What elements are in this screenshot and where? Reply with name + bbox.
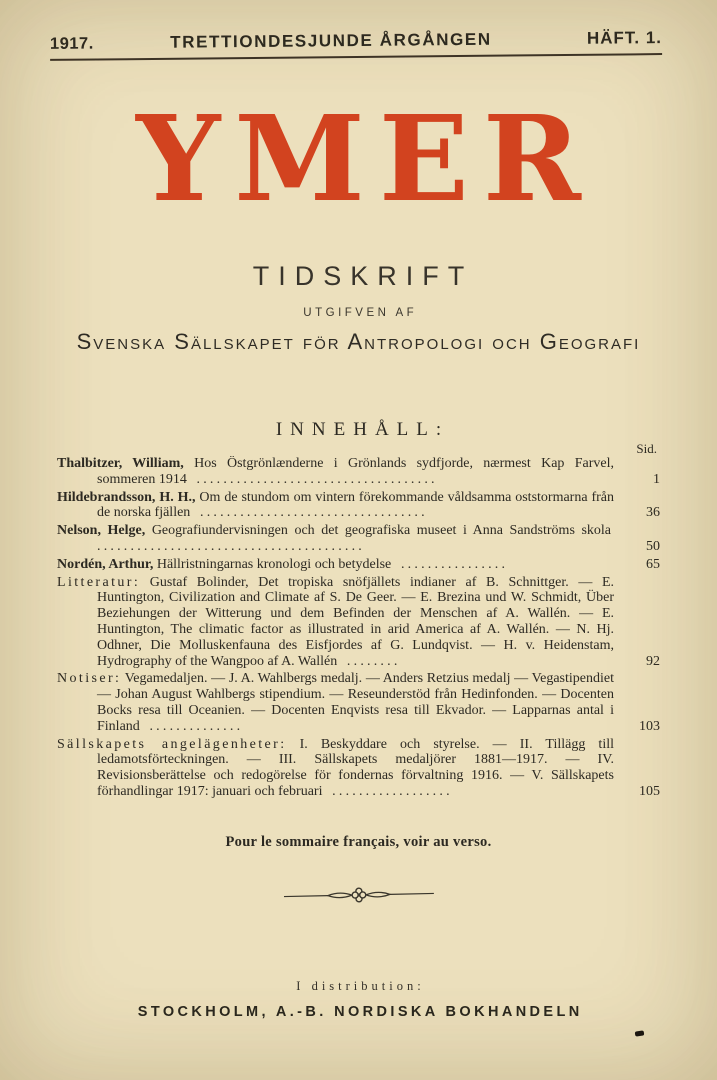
- leader-dots: ........................................: [97, 538, 365, 554]
- toc-entry-text: Hos Östgrönlænderne i Grönlands sydfjorde, nærmest Kap Farvel, sommeren 1914: [97, 456, 614, 487]
- leader-dots: ..................................: [193, 505, 428, 521]
- toc-entry-label: Litteratur:: [57, 574, 141, 590]
- toc-entry-label: Nelson, Helge,: [57, 523, 146, 539]
- leader-dots: ........: [340, 653, 401, 669]
- toc-page-number: 105: [634, 784, 660, 800]
- toc-entry: [57, 575, 660, 670]
- toc-page-number: 50: [641, 539, 660, 555]
- toc-entry-text: Gustaf Bolinder, Det tropiska snöfjällets indianer af B. Schnittger. — E. Huntington, Civilization and Climate af S. De Geer. — E. Brezina und W. Schmidt, Über Beziehungen der Witterung und dem Befinden der Menschen af A. Wallén. — E. Huntington, The climatic factor as illustrated in arid America af A. Wallén. — N. Hj. Odhner, Die Molluskenfauna des Eisfjordes af G. Lundqvist. — H. v. Heidenstam, Hydrography of the Wangpoo af A. Wallén: [97, 574, 615, 669]
- toc-entry-label: Nordén, Arthur,: [57, 556, 154, 572]
- toc-page-number: 65: [641, 557, 660, 573]
- toc-entry-label: Thalbitzer, William,: [57, 456, 184, 471]
- toc-page-number: 1: [648, 472, 660, 488]
- journal-title: YMER: [136, 89, 595, 228]
- header-issue: HÄFT. 1.: [586, 28, 663, 48]
- header-rule: [50, 53, 662, 61]
- toc-entry-label: Hildebrandsson, H. H.,: [57, 489, 196, 505]
- french-note: Pour le sommaire français, voir au verso.: [225, 834, 492, 850]
- toc-entry: [57, 490, 660, 522]
- toc-entry: [57, 523, 660, 555]
- toc-entry-label: Sällskapets angelägenheter:: [57, 736, 287, 752]
- leader-dots: ..................: [325, 783, 453, 799]
- toc-entry-text: Vegamedaljen. — J. A. Wahlbergs medalj. — Anders Retzius medalj — Vegastipendiet — Johan August Wahlbergs stipendium. — Reseunderstöd från Hedinfonden. — Docenten Bocks resa till Oceanien. — Docenten Enqvists resa till Ekvador. — Lapparnas antal i Finland: [97, 671, 614, 734]
- toc-page-number: 92: [641, 654, 660, 670]
- toc-entry: [57, 456, 660, 488]
- ink-smudge: [635, 1030, 645, 1036]
- toc-entry-label: Notiser:: [57, 671, 122, 687]
- leader-dots: ................: [394, 556, 509, 572]
- toc-entry-text: I. Beskyddare och styrelse. — II. Tillägg till ledamotsförteckningen. — III. Sällskapets medaljörer 1881—1917. — IV. Revisionsberättelse och redogörelse för fondernas förvaltning 1916. — V. Sällskapets förhandlingar 1917: januari och februari: [97, 736, 614, 799]
- society-name: Svenska Sällskapet för Antropologi och Geografi: [76, 329, 641, 354]
- toc-entry: [57, 737, 660, 800]
- header-row: [50, 28, 662, 54]
- page-column-label: Sid.: [636, 441, 657, 456]
- leader-dots: ....................................: [189, 471, 438, 487]
- toc-entries: [57, 456, 660, 802]
- toc-entry: [57, 557, 660, 573]
- toc-entry-text: Om de stundom om vintern förekommande våldsamma oststormarna från de norska fjällen: [97, 489, 614, 521]
- page-header: [50, 28, 662, 61]
- journal-subtitle: TIDSKRIFT: [252, 261, 474, 291]
- toc-page-number: 103: [634, 719, 660, 735]
- toc-entry: [57, 671, 660, 734]
- toc-heading: INNEHÅLL:: [275, 419, 450, 440]
- header-volume: TRETTIONDESJUNDE ÅRGÅNGEN: [170, 29, 492, 52]
- header-year: 1917.: [49, 34, 94, 53]
- published-by-line: UTGIFVEN AF: [303, 307, 418, 319]
- distribution-label: I distribution:: [296, 979, 425, 993]
- distributor-name: STOCKHOLM, A.-B. NORDISKA BOKHANDELN: [137, 1004, 583, 1020]
- toc-entry-text: Hällristningarnas kronologi och betydelse: [156, 556, 392, 572]
- ornament-divider-icon: [283, 882, 434, 912]
- toc-entry-text: Geografiundervisningen och det geografiska museet i Anna Sandströms skola: [151, 523, 612, 539]
- toc-page-number: 36: [641, 505, 660, 521]
- leader-dots: ..............: [142, 718, 244, 734]
